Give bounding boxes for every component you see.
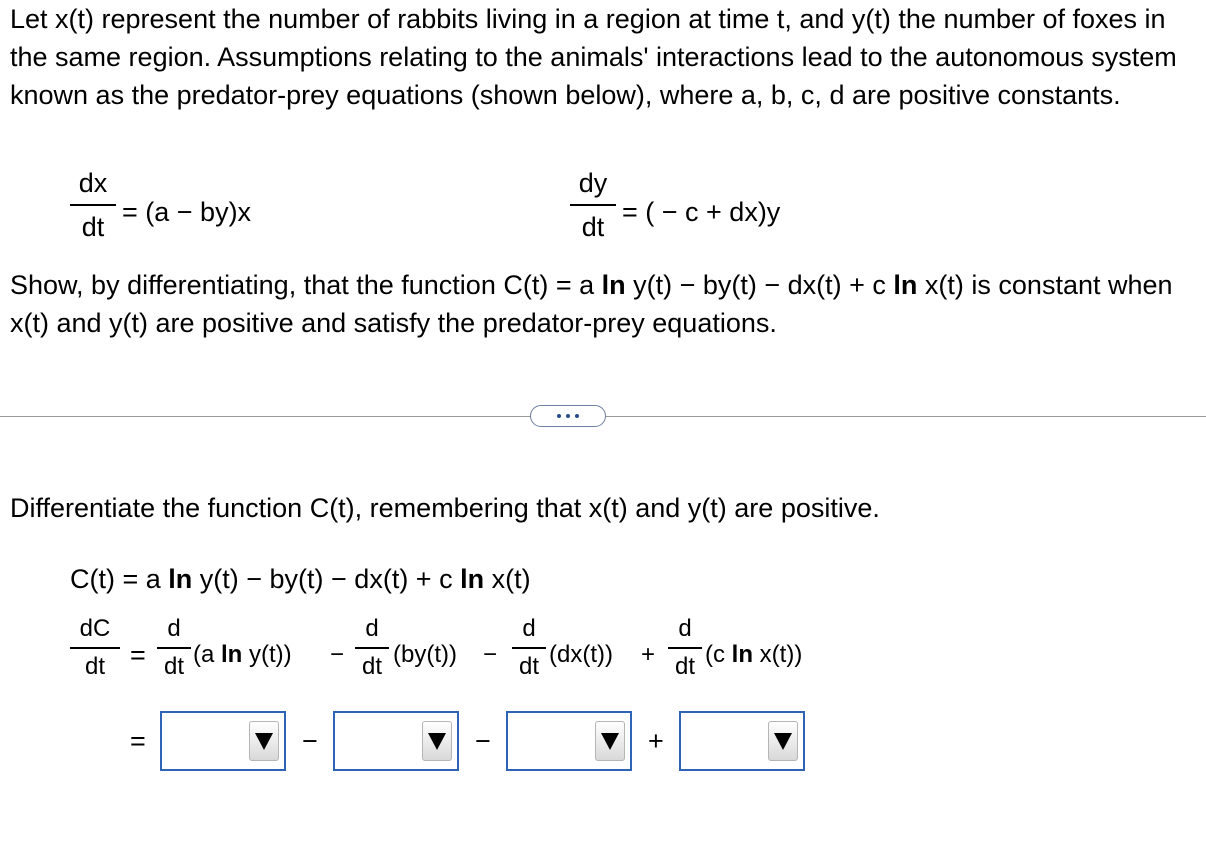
- dot-icon: [557, 414, 561, 418]
- dy-dt-fraction: [570, 168, 616, 242]
- term-a-ln-y: [193, 639, 292, 671]
- answer-dropdown-4[interactable]: [679, 711, 805, 771]
- minus-sign: −: [302, 726, 318, 756]
- d-dt-operator: [157, 616, 191, 680]
- equals-sign: =: [130, 640, 146, 670]
- numerator: d: [365, 615, 379, 642]
- text: (c: [705, 641, 732, 668]
- text: y(t) − by(t) − dx(t) + c: [625, 270, 894, 300]
- term-c-ln-x: [705, 639, 802, 671]
- dropdown-arrow-button[interactable]: [249, 721, 279, 761]
- term-dx: (dx(t)): [549, 641, 613, 668]
- denominator: dt: [581, 212, 605, 242]
- text: y(t)): [242, 641, 292, 668]
- ln-text: ln: [168, 564, 193, 594]
- plus-sign: +: [641, 641, 656, 668]
- dropdown-arrow-button[interactable]: [768, 721, 798, 761]
- ln-text: ln: [893, 270, 918, 300]
- numerator: d: [678, 615, 692, 642]
- eq1-rhs: = (a − by)x: [122, 197, 252, 227]
- denominator: dt: [84, 653, 105, 680]
- numerator: dx: [78, 168, 108, 198]
- minus-sign: −: [475, 726, 491, 756]
- question-prompt: Differentiate the function C(t), remembering that x(t) and y(t) are positive.: [10, 493, 880, 523]
- dC-dt-fraction: [70, 616, 120, 680]
- text: y(t) − by(t) − dx(t) + c: [192, 564, 461, 594]
- dropdown-arrow-button[interactable]: [422, 721, 452, 761]
- denominator: dt: [81, 212, 105, 242]
- answer-dropdown-2[interactable]: [333, 711, 459, 771]
- dropdown-arrow-button[interactable]: [595, 721, 625, 761]
- expand-more-button[interactable]: [530, 405, 606, 427]
- triangle-down-icon: [428, 733, 446, 750]
- text: (a: [193, 641, 222, 668]
- text: C(t) = a: [70, 564, 169, 594]
- plus-sign: +: [648, 726, 664, 756]
- text: x(t) is constant when x(t) and y(t) are positive and satisfy the predator-prey equations.: [10, 270, 1173, 338]
- dx-dt-fraction: [70, 168, 116, 242]
- numerator: dy: [578, 168, 608, 198]
- show-statement: [10, 266, 1200, 342]
- ct-definition: [70, 560, 531, 598]
- numerator: d: [522, 615, 536, 642]
- minus-sign: −: [483, 641, 498, 668]
- triangle-down-icon: [255, 733, 273, 750]
- ln-text: ln: [731, 641, 753, 668]
- term-by: (by(t)): [393, 641, 457, 668]
- ln-text: ln: [221, 641, 243, 668]
- text: x(t)): [753, 641, 803, 668]
- eq2-rhs: = ( − c + dx)y: [622, 197, 781, 227]
- denominator: dt: [163, 653, 184, 680]
- denominator: dt: [674, 653, 695, 680]
- minus-sign: −: [330, 641, 345, 668]
- d-dt-operator: [355, 616, 389, 680]
- equals-sign: =: [130, 726, 146, 756]
- triangle-down-icon: [601, 733, 619, 750]
- text: x(t): [484, 564, 531, 594]
- d-dt-operator: [668, 616, 702, 680]
- dot-icon: [575, 414, 579, 418]
- numerator: dC: [79, 615, 111, 642]
- d-dt-operator: [512, 616, 546, 680]
- text: Show, by differentiating, that the function C(t) = a: [10, 270, 602, 300]
- denominator: dt: [361, 653, 382, 680]
- triangle-down-icon: [774, 733, 792, 750]
- denominator: dt: [518, 653, 539, 680]
- dot-icon: [566, 414, 570, 418]
- ln-text: ln: [601, 270, 626, 300]
- numerator: d: [167, 615, 181, 642]
- ln-text: ln: [460, 564, 485, 594]
- problem-intro: Let x(t) represent the number of rabbits living in a region at time t, and y(t) the number of foxes in the same region. Assumptions relating to the animals' interactions lead to the autonomous system known as the predator-prey equations (shown below), where a, b, c, d are positive constants.: [10, 4, 1177, 110]
- answer-dropdown-1[interactable]: [160, 711, 286, 771]
- answer-dropdown-3[interactable]: [506, 711, 632, 771]
